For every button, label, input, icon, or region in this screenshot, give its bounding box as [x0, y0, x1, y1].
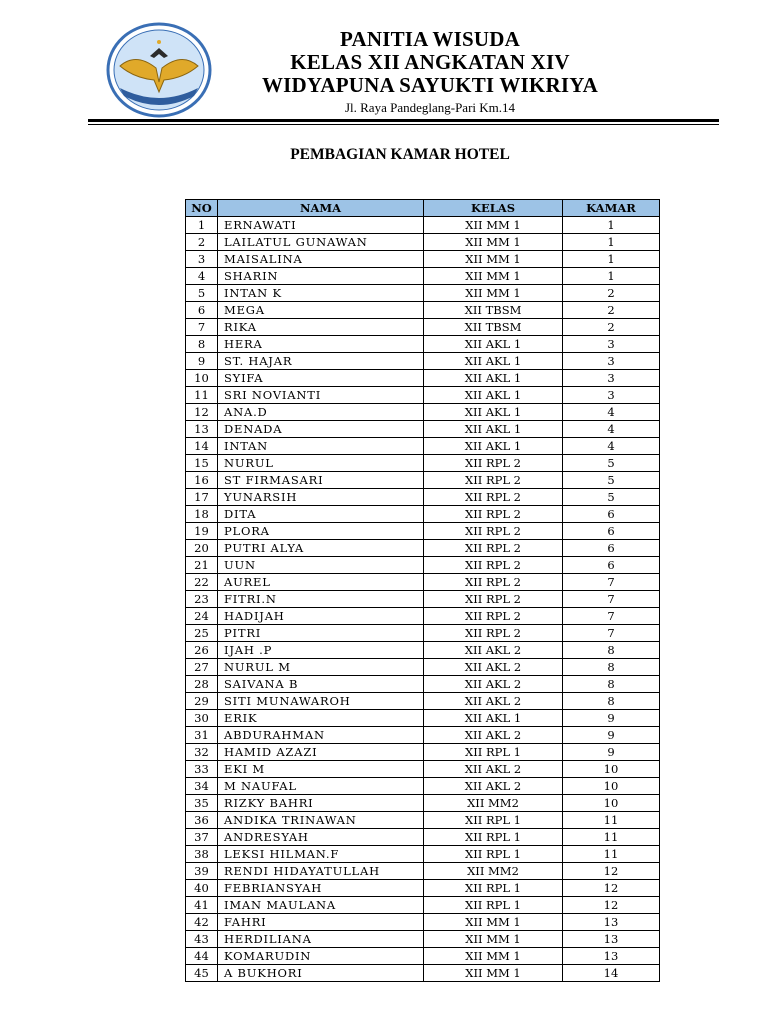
cell-no: 12	[186, 404, 218, 421]
cell-nama: KOMARUDIN	[218, 948, 424, 965]
cell-nama: HERA	[218, 336, 424, 353]
cell-kamar: 9	[563, 727, 660, 744]
cell-kelas: XII AKL 2	[424, 693, 563, 710]
cell-kamar: 8	[563, 642, 660, 659]
cell-kamar: 5	[563, 455, 660, 472]
cell-kamar: 12	[563, 897, 660, 914]
table-row	[186, 268, 660, 285]
cell-kelas: XII RPL 2	[424, 472, 563, 489]
table-row	[186, 319, 660, 336]
cell-no: 39	[186, 863, 218, 880]
cell-nama: PITRI	[218, 625, 424, 642]
cell-kamar: 1	[563, 217, 660, 234]
table-row	[186, 336, 660, 353]
table-row	[186, 727, 660, 744]
table-row	[186, 472, 660, 489]
cell-kelas: XII MM 1	[424, 217, 563, 234]
cell-kelas: XII AKL 2	[424, 761, 563, 778]
cell-no: 25	[186, 625, 218, 642]
cell-kamar: 11	[563, 846, 660, 863]
table-row	[186, 404, 660, 421]
cell-no: 7	[186, 319, 218, 336]
cell-kamar: 8	[563, 676, 660, 693]
cell-nama: MAISALINA	[218, 251, 424, 268]
cell-nama: NURUL M	[218, 659, 424, 676]
cell-nama: NURUL	[218, 455, 424, 472]
table-row	[186, 557, 660, 574]
cell-nama: A BUKHORI	[218, 965, 424, 982]
cell-no: 18	[186, 506, 218, 523]
cell-kamar: 10	[563, 778, 660, 795]
letterhead-line-2: KELAS XII ANGKATAN XIV	[290, 50, 570, 74]
cell-kamar: 9	[563, 710, 660, 727]
cell-no: 5	[186, 285, 218, 302]
cell-kamar: 6	[563, 557, 660, 574]
cell-kelas: XII MM 1	[424, 948, 563, 965]
cell-no: 35	[186, 795, 218, 812]
cell-kamar: 8	[563, 693, 660, 710]
cell-no: 41	[186, 897, 218, 914]
table-row	[186, 625, 660, 642]
table-row	[186, 217, 660, 234]
cell-nama: INTAN K	[218, 285, 424, 302]
table-row	[186, 251, 660, 268]
header-kelas: KELAS	[424, 200, 563, 217]
table-row	[186, 438, 660, 455]
cell-no: 36	[186, 812, 218, 829]
header-no: NO	[186, 200, 218, 217]
cell-kamar: 2	[563, 319, 660, 336]
cell-no: 33	[186, 761, 218, 778]
table-row	[186, 455, 660, 472]
table-row	[186, 506, 660, 523]
logo-emblem-icon	[106, 22, 212, 118]
cell-no: 44	[186, 948, 218, 965]
table-row	[186, 710, 660, 727]
table-row	[186, 914, 660, 931]
cell-no: 38	[186, 846, 218, 863]
cell-kelas: XII RPL 1	[424, 744, 563, 761]
cell-nama: EKI M	[218, 761, 424, 778]
cell-no: 22	[186, 574, 218, 591]
cell-kamar: 11	[563, 829, 660, 846]
table-row	[186, 421, 660, 438]
cell-kelas: XII AKL 1	[424, 336, 563, 353]
cell-kelas: XII MM2	[424, 863, 563, 880]
cell-kelas: XII TBSM	[424, 302, 563, 319]
cell-nama: ST FIRMASARI	[218, 472, 424, 489]
header-kamar: KAMAR	[563, 200, 660, 217]
cell-kamar: 6	[563, 523, 660, 540]
cell-kamar: 6	[563, 540, 660, 557]
cell-no: 11	[186, 387, 218, 404]
table-row	[186, 761, 660, 778]
table-row	[186, 931, 660, 948]
table-row	[186, 642, 660, 659]
cell-no: 31	[186, 727, 218, 744]
cell-no: 37	[186, 829, 218, 846]
cell-kelas: XII AKL 1	[424, 387, 563, 404]
cell-kelas: XII AKL 1	[424, 438, 563, 455]
cell-kamar: 6	[563, 506, 660, 523]
cell-kamar: 13	[563, 914, 660, 931]
cell-kamar: 11	[563, 812, 660, 829]
school-logo	[106, 22, 212, 118]
table-row	[186, 370, 660, 387]
table-row	[186, 676, 660, 693]
cell-kelas: XII RPL 2	[424, 489, 563, 506]
cell-kelas: XII RPL 2	[424, 608, 563, 625]
cell-kamar: 4	[563, 438, 660, 455]
header-nama: NAMA	[218, 200, 424, 217]
cell-kamar: 14	[563, 965, 660, 982]
cell-no: 40	[186, 880, 218, 897]
table-row	[186, 540, 660, 557]
cell-no: 14	[186, 438, 218, 455]
cell-nama: FITRI.N	[218, 591, 424, 608]
cell-no: 28	[186, 676, 218, 693]
table-row	[186, 234, 660, 251]
cell-no: 21	[186, 557, 218, 574]
cell-nama: DENADA	[218, 421, 424, 438]
cell-kamar: 5	[563, 472, 660, 489]
cell-kelas: XII AKL 2	[424, 659, 563, 676]
table-row	[186, 302, 660, 319]
table-row	[186, 693, 660, 710]
cell-no: 1	[186, 217, 218, 234]
cell-kelas: XII MM 1	[424, 914, 563, 931]
cell-kelas: XII RPL 1	[424, 880, 563, 897]
cell-kelas: XII TBSM	[424, 319, 563, 336]
cell-no: 10	[186, 370, 218, 387]
table-row	[186, 863, 660, 880]
cell-nama: INTAN	[218, 438, 424, 455]
cell-no: 4	[186, 268, 218, 285]
cell-kelas: XII MM 1	[424, 251, 563, 268]
table-row	[186, 353, 660, 370]
cell-kamar: 7	[563, 591, 660, 608]
cell-kelas: XII AKL 1	[424, 710, 563, 727]
cell-kamar: 3	[563, 336, 660, 353]
cell-nama: SRI NOVIANTI	[218, 387, 424, 404]
table-row	[186, 795, 660, 812]
cell-kelas: XII RPL 2	[424, 523, 563, 540]
cell-no: 3	[186, 251, 218, 268]
cell-kamar: 3	[563, 353, 660, 370]
cell-no: 43	[186, 931, 218, 948]
cell-kamar: 1	[563, 251, 660, 268]
cell-no: 26	[186, 642, 218, 659]
cell-kelas: XII AKL 1	[424, 421, 563, 438]
cell-kamar: 3	[563, 370, 660, 387]
cell-no: 27	[186, 659, 218, 676]
cell-no: 17	[186, 489, 218, 506]
table-row	[186, 812, 660, 829]
cell-kamar: 9	[563, 744, 660, 761]
cell-kamar: 1	[563, 234, 660, 251]
cell-nama: DITA	[218, 506, 424, 523]
table-row	[186, 897, 660, 914]
cell-no: 2	[186, 234, 218, 251]
cell-no: 13	[186, 421, 218, 438]
cell-nama: HADIJAH	[218, 608, 424, 625]
cell-kelas: XII MM 1	[424, 268, 563, 285]
cell-nama: IMAN MAULANA	[218, 897, 424, 914]
table-row	[186, 489, 660, 506]
cell-kelas: XII AKL 2	[424, 727, 563, 744]
cell-kelas: XII RPL 2	[424, 540, 563, 557]
cell-nama: M NAUFAL	[218, 778, 424, 795]
cell-nama: FAHRI	[218, 914, 424, 931]
table-header-row	[186, 200, 660, 217]
cell-kamar: 1	[563, 268, 660, 285]
cell-kelas: XII RPL 2	[424, 455, 563, 472]
cell-no: 23	[186, 591, 218, 608]
cell-no: 9	[186, 353, 218, 370]
table-row	[186, 778, 660, 795]
letterhead-rule-thin	[88, 124, 719, 125]
cell-nama: FEBRIANSYAH	[218, 880, 424, 897]
letterhead-line-1: PANITIA WISUDA	[340, 27, 520, 51]
cell-nama: RENDI HIDAYATULLAH	[218, 863, 424, 880]
cell-no: 24	[186, 608, 218, 625]
cell-kelas: XII AKL 1	[424, 353, 563, 370]
cell-kelas: XII RPL 1	[424, 829, 563, 846]
cell-nama: HAMID AZAZI	[218, 744, 424, 761]
cell-kelas: XII RPL 1	[424, 846, 563, 863]
cell-kamar: 2	[563, 302, 660, 319]
letterhead	[240, 28, 620, 116]
cell-kelas: XII MM 1	[424, 285, 563, 302]
table-row	[186, 744, 660, 761]
cell-nama: ST. HAJAR	[218, 353, 424, 370]
cell-no: 29	[186, 693, 218, 710]
cell-kamar: 7	[563, 608, 660, 625]
document-title: PEMBAGIAN KAMAR HOTEL	[290, 146, 510, 163]
letterhead-address: Jl. Raya Pandeglang-Pari Km.14	[344, 100, 516, 115]
table-row	[186, 523, 660, 540]
table-row	[186, 659, 660, 676]
cell-kelas: XII RPL 2	[424, 591, 563, 608]
cell-nama: AUREL	[218, 574, 424, 591]
cell-kelas: XII AKL 2	[424, 676, 563, 693]
cell-kelas: XII AKL 1	[424, 370, 563, 387]
cell-no: 15	[186, 455, 218, 472]
cell-nama: PUTRI ALYA	[218, 540, 424, 557]
cell-no: 30	[186, 710, 218, 727]
cell-nama: SYIFA	[218, 370, 424, 387]
cell-kelas: XII RPL 2	[424, 625, 563, 642]
cell-no: 20	[186, 540, 218, 557]
letterhead-rule-thick	[88, 119, 719, 122]
cell-no: 45	[186, 965, 218, 982]
cell-nama: MEGA	[218, 302, 424, 319]
cell-nama: ANDIKA TRINAWAN	[218, 812, 424, 829]
cell-nama: IJAH .P	[218, 642, 424, 659]
cell-kamar: 8	[563, 659, 660, 676]
cell-kelas: XII AKL 1	[424, 404, 563, 421]
cell-kelas: XII RPL 2	[424, 574, 563, 591]
cell-kamar: 13	[563, 931, 660, 948]
cell-kelas: XII MM 1	[424, 234, 563, 251]
room-allocation-table	[185, 199, 660, 982]
cell-no: 16	[186, 472, 218, 489]
cell-nama: LEKSI HILMAN.F	[218, 846, 424, 863]
cell-kelas: XII AKL 2	[424, 778, 563, 795]
table-row	[186, 591, 660, 608]
cell-kelas: XII MM2	[424, 795, 563, 812]
cell-no: 34	[186, 778, 218, 795]
table-row	[186, 948, 660, 965]
table-row	[186, 574, 660, 591]
cell-nama: HERDILIANA	[218, 931, 424, 948]
cell-kamar: 4	[563, 404, 660, 421]
cell-kelas: XII RPL 1	[424, 897, 563, 914]
cell-nama: SAIVANA B	[218, 676, 424, 693]
cell-kelas: XII RPL 2	[424, 506, 563, 523]
cell-no: 8	[186, 336, 218, 353]
table-row	[186, 965, 660, 982]
cell-no: 32	[186, 744, 218, 761]
cell-kamar: 12	[563, 880, 660, 897]
cell-kamar: 12	[563, 863, 660, 880]
cell-nama: ANDRESYAH	[218, 829, 424, 846]
cell-kelas: XII RPL 2	[424, 557, 563, 574]
table-row	[186, 880, 660, 897]
cell-kamar: 7	[563, 574, 660, 591]
cell-nama: ERIK	[218, 710, 424, 727]
table-row	[186, 387, 660, 404]
table-row	[186, 608, 660, 625]
cell-kamar: 2	[563, 285, 660, 302]
letterhead-line-3: WIDYAPUNA SAYUKTI WIKRIYA	[261, 73, 599, 97]
cell-kamar: 7	[563, 625, 660, 642]
cell-no: 6	[186, 302, 218, 319]
cell-nama: ANA.D	[218, 404, 424, 421]
cell-kelas: XII AKL 2	[424, 642, 563, 659]
cell-kamar: 13	[563, 948, 660, 965]
cell-kelas: XII RPL 1	[424, 812, 563, 829]
cell-nama: YUNARSIH	[218, 489, 424, 506]
cell-kelas: XII MM 1	[424, 965, 563, 982]
cell-kamar: 10	[563, 761, 660, 778]
cell-nama: ERNAWATI	[218, 217, 424, 234]
cell-nama: SITI MUNAWAROH	[218, 693, 424, 710]
cell-nama: ABDURAHMAN	[218, 727, 424, 744]
cell-kamar: 3	[563, 387, 660, 404]
cell-no: 19	[186, 523, 218, 540]
cell-nama: LAILATUL GUNAWAN	[218, 234, 424, 251]
cell-kamar: 5	[563, 489, 660, 506]
cell-nama: RIZKY BAHRI	[218, 795, 424, 812]
table-row	[186, 285, 660, 302]
cell-kelas: XII MM 1	[424, 931, 563, 948]
cell-no: 42	[186, 914, 218, 931]
cell-nama: UUN	[218, 557, 424, 574]
cell-nama: RIKA	[218, 319, 424, 336]
cell-kamar: 4	[563, 421, 660, 438]
cell-nama: PLORA	[218, 523, 424, 540]
cell-nama: SHARIN	[218, 268, 424, 285]
table-row	[186, 846, 660, 863]
cell-kamar: 10	[563, 795, 660, 812]
table-row	[186, 829, 660, 846]
